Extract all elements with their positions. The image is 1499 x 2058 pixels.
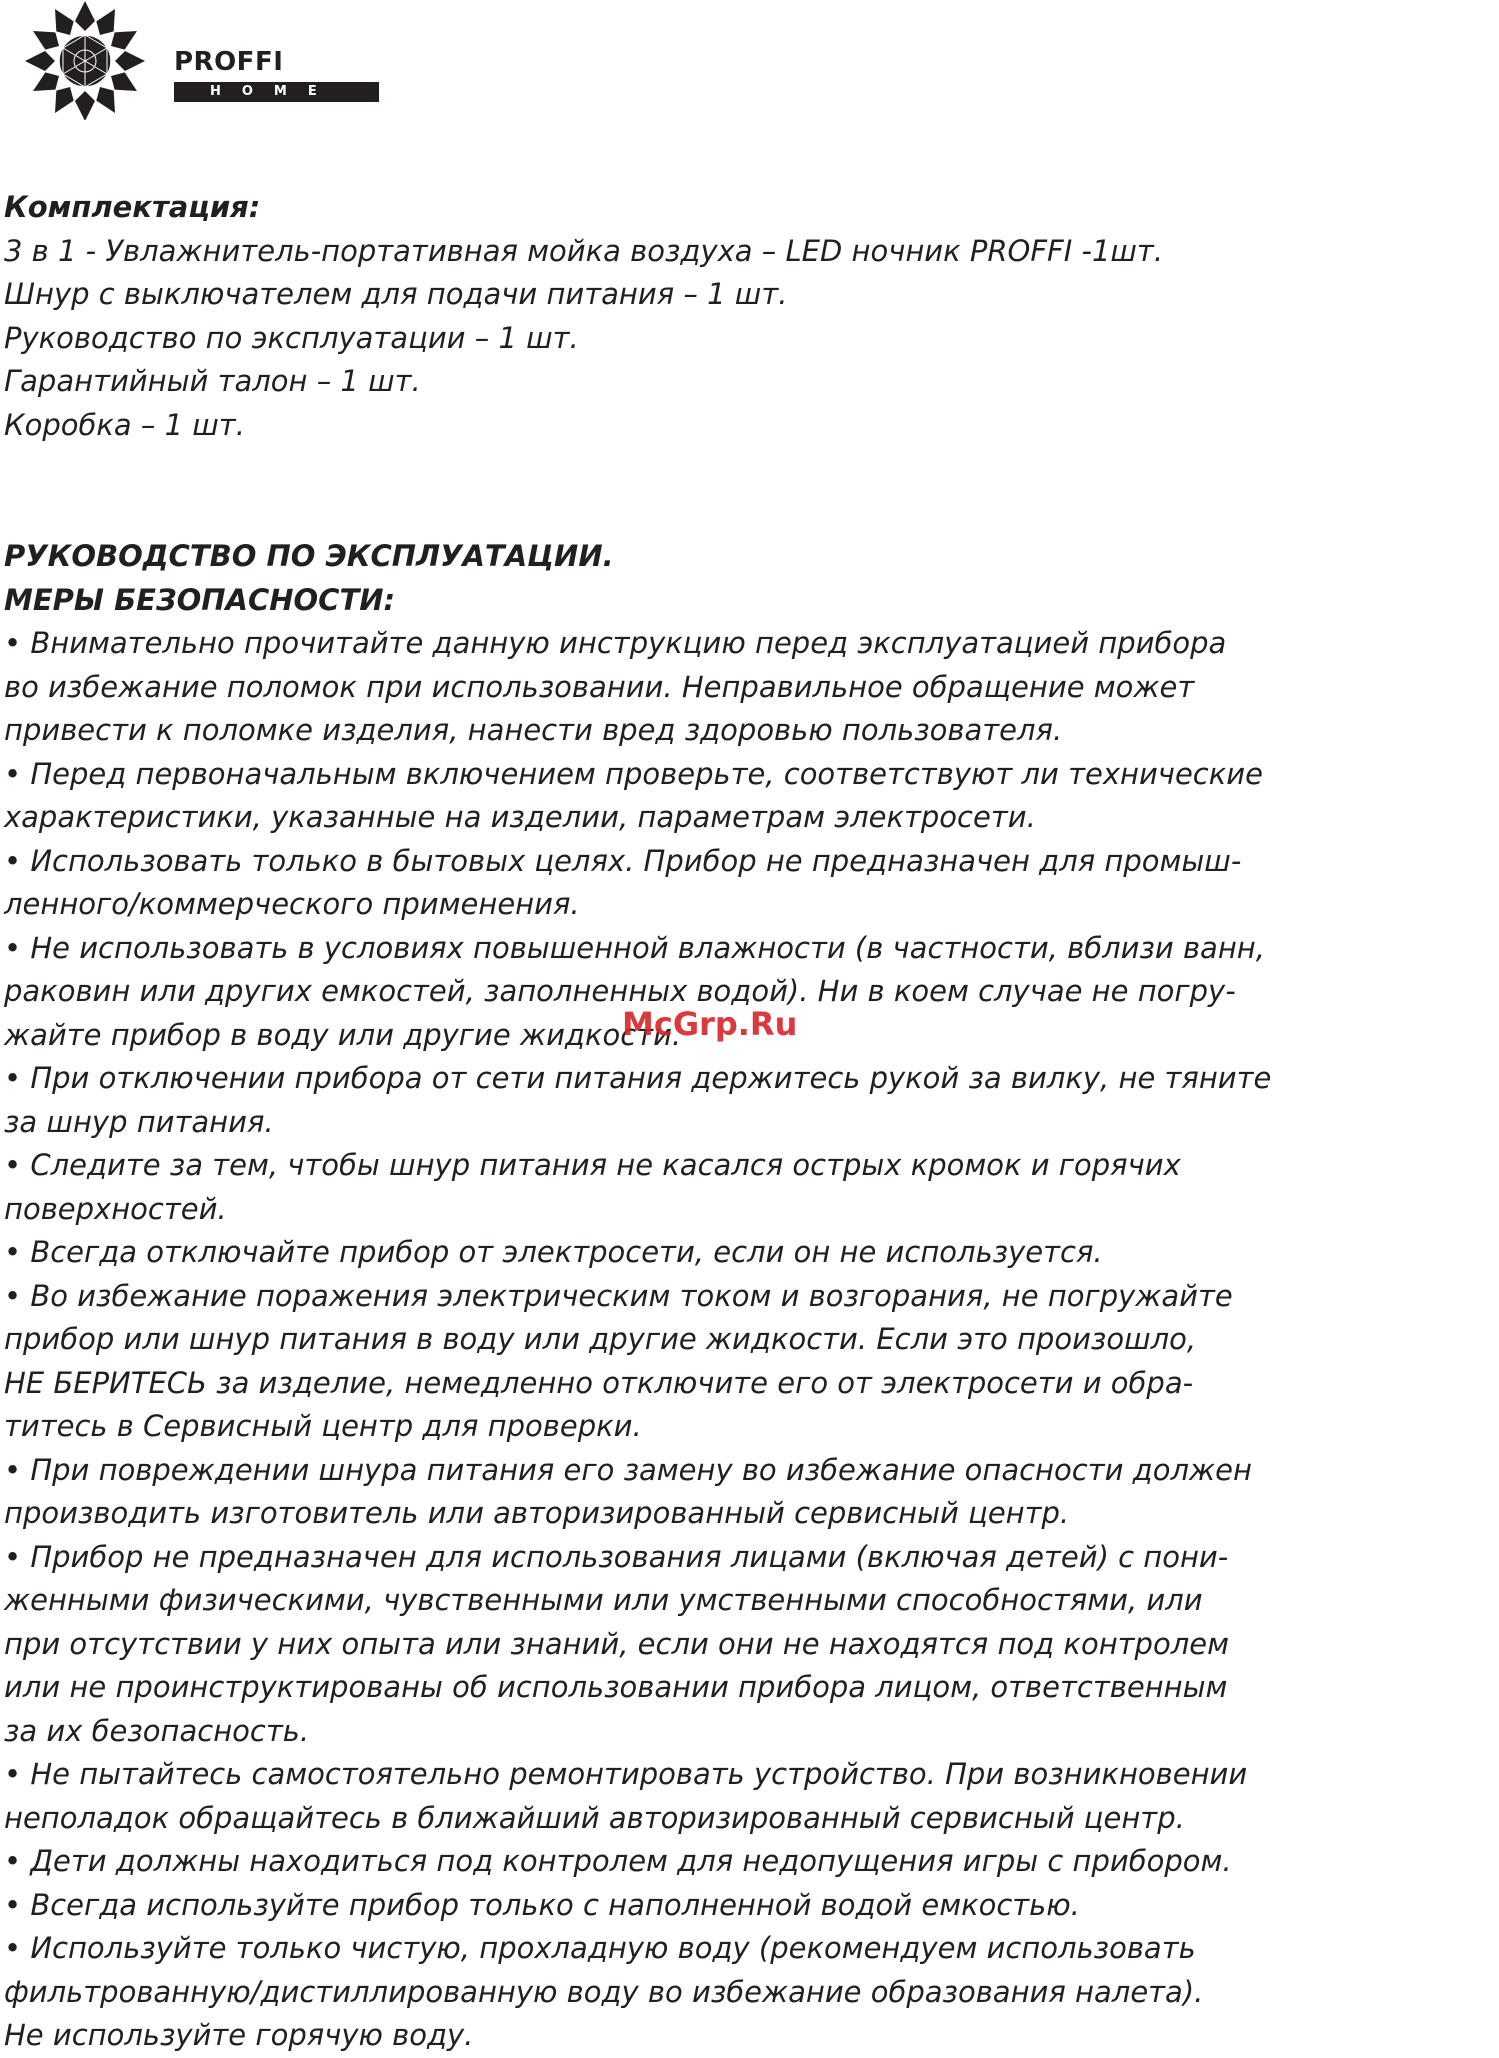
kit-heading: Комплектация:	[4, 190, 261, 224]
safety-line: • Внимательно прочитайте данную инструкцию перед эксплуатацией прибора	[4, 626, 1227, 660]
safety-line: • При отключении прибора от сети питания держитесь рукой за вилку, не тяните	[4, 1061, 1272, 1095]
safety-line: производить изготовитель или авторизированный сервисный центр.	[4, 1496, 1070, 1530]
kit-item: Коробка – 1 шт.	[4, 407, 245, 442]
safety-line: Не используйте горячую воду.	[4, 2018, 474, 2052]
safety-line: • Не пытайтесь самостоятельно ремонтировать устройство. При возникновении	[4, 1757, 1248, 1791]
safety-line: • Перед первоначальным включением проверьте, соответствуют ли технические	[4, 756, 1263, 791]
safety-heading: МЕРЫ БЕЗОПАСНОСТИ:	[4, 582, 396, 617]
safety-line: за их безопасность.	[4, 1713, 310, 1748]
safety-line: • Следите за тем, чтобы шнур питания не касался острых кромок и горячих	[4, 1148, 1181, 1182]
safety-line: • Используйте только чистую, прохладную воду (рекомендуем использовать	[4, 1931, 1196, 1965]
document-body	[4, 186, 1494, 2058]
kit-item: Шнур с выключателем для подачи питания – 1 шт.	[4, 277, 788, 311]
safety-line: характеристики, указанные на изделии, параметрам электросети.	[4, 800, 1036, 834]
safety-line: во избежание поломок при использовании. Неправильное обращение может	[4, 669, 1195, 704]
safety-line: • Прибор не предназначен для использования лицами (включая детей) с пони-	[4, 1539, 1229, 1574]
safety-line: жайте прибор в воду или другие жидкости.	[4, 1017, 682, 1052]
brand-subtitle: HOME	[174, 82, 379, 102]
safety-line: • Дети должны находиться под контролем для недопущения игры с прибором.	[4, 1844, 1232, 1878]
safety-line: за шнур питания.	[4, 1104, 274, 1139]
safety-line: титесь в Сервисный центр для проверки.	[4, 1409, 642, 1443]
safety-line: поверхностей.	[4, 1191, 227, 1226]
safety-line: • Всегда используйте прибор только с наполненной водой емкостью.	[4, 1887, 1080, 1922]
brand-name: PROFFI	[174, 47, 284, 77]
kit-item: 3 в 1 - Увлажнитель-портативная мойка воздуха – LED ночник PROFFI -1шт.	[4, 233, 1164, 268]
safety-line: или не проинструктированы об использовании прибора лицом, ответственным	[4, 1670, 1228, 1704]
safety-line: прибор или шнур питания в воду или другие жидкости. Если это произошло,	[4, 1322, 1197, 1356]
watermark: McGrp.Ru	[622, 1005, 798, 1043]
safety-line: • Не использовать в условиях повышенной влажности (в частности, вблизи ванн,	[4, 930, 1265, 965]
safety-line: • Во избежание поражения электрическим током и возгорания, не погружайте	[4, 1278, 1233, 1313]
safety-line: • Всегда отключайте прибор от электросети, если он не используется.	[4, 1235, 1103, 1269]
safety-line: неполадок обращайтесь в ближайший авторизированный сервисный центр.	[4, 1800, 1185, 1835]
manual-title: РУКОВОДСТВО ПО ЭКСПЛУАТАЦИИ.	[4, 539, 614, 573]
safety-line: • Использовать только в бытовых целях. Прибор не предназначен для промыш-	[4, 843, 1242, 878]
safety-line: привести к поломке изделия, нанести вред здоровью пользователя.	[4, 713, 1063, 747]
sun-logo-icon	[6, 0, 164, 120]
safety-line: НЕ БЕРИТЕСЬ за изделие, немедленно отключите его от электросети и обра-	[4, 1365, 1194, 1400]
safety-line: фильтрованную/дистиллированную воду во избежание образования налета).	[4, 1974, 1204, 2009]
kit-item: Гарантийный талон – 1 шт.	[4, 364, 421, 398]
safety-line: женными физическими, чувственными или умственными способностями, или	[4, 1583, 1203, 1617]
safety-line: • При повреждении шнура питания его замену во избежание опасности должен	[4, 1452, 1252, 1487]
brand-logo	[6, 0, 386, 120]
safety-line: ленного/коммерческого применения.	[4, 887, 580, 921]
safety-line: раковин или других емкостей, заполненных водой). Ни в коем случае не погру-	[4, 974, 1236, 1008]
kit-item: Руководство по эксплуатации – 1 шт.	[4, 320, 579, 355]
safety-line: при отсутствии у них опыта или знаний, если они не находятся под контролем	[4, 1626, 1229, 1661]
